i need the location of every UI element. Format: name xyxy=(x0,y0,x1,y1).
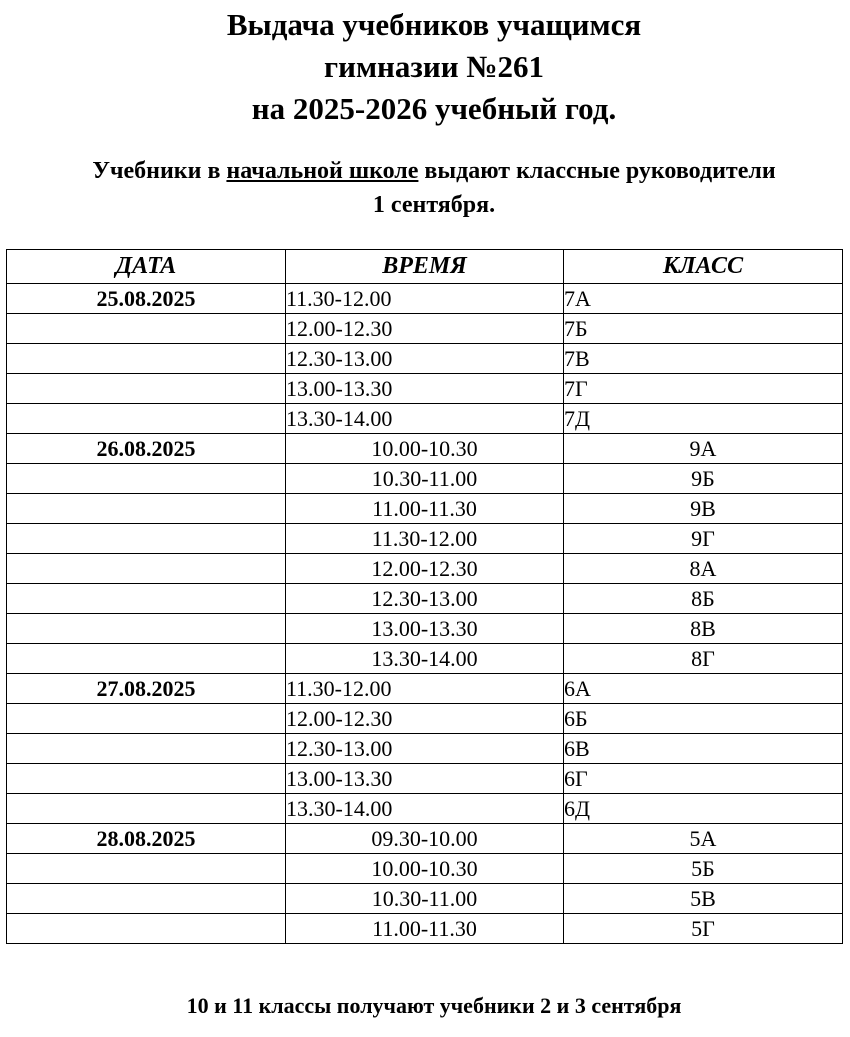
cell-time: 11.00-11.30 xyxy=(286,914,564,944)
cell-time: 12.30-13.00 xyxy=(286,344,564,374)
primary-school-note xyxy=(0,154,850,222)
table-row xyxy=(7,374,843,404)
table-row xyxy=(7,584,843,614)
cell-time: 13.30-14.00 xyxy=(286,644,564,674)
cell-class: 9В xyxy=(564,494,843,524)
cell-date xyxy=(7,374,286,404)
table-row xyxy=(7,524,843,554)
cell-date xyxy=(7,494,286,524)
table-row xyxy=(7,734,843,764)
cell-date xyxy=(7,404,286,434)
cell-date xyxy=(7,464,286,494)
cell-date xyxy=(7,554,286,584)
header-time: ВРЕМЯ xyxy=(286,250,564,284)
cell-date xyxy=(7,644,286,674)
cell-class: 6В xyxy=(564,734,843,764)
cell-time: 09.30-10.00 xyxy=(286,824,564,854)
cell-class: 5В xyxy=(564,884,843,914)
cell-class: 5Г xyxy=(564,914,843,944)
cell-date xyxy=(7,734,286,764)
cell-class: 7Б xyxy=(564,314,843,344)
table-row xyxy=(7,644,843,674)
table-row xyxy=(7,404,843,434)
note-underlined: начальной школе xyxy=(226,158,419,184)
cell-time: 11.30-12.00 xyxy=(286,524,564,554)
cell-time: 10.30-11.00 xyxy=(286,884,564,914)
note-date: 1 сентября. xyxy=(372,192,496,218)
schedule-body xyxy=(7,284,843,944)
table-row xyxy=(7,854,843,884)
table-row xyxy=(7,674,843,704)
cell-time: 11.00-11.30 xyxy=(286,494,564,524)
cell-date: 28.08.2025 xyxy=(7,824,286,854)
cell-date xyxy=(7,614,286,644)
cell-class: 7В xyxy=(564,344,843,374)
cell-time: 12.30-13.00 xyxy=(286,584,564,614)
header-class: КЛАСС xyxy=(564,250,843,284)
cell-time: 13.30-14.00 xyxy=(286,794,564,824)
table-row xyxy=(7,494,843,524)
cell-class: 6А xyxy=(564,674,843,704)
title-line-2: гимназии №261 xyxy=(324,49,544,84)
cell-class: 6Б xyxy=(564,704,843,734)
cell-time: 13.30-14.00 xyxy=(286,404,564,434)
cell-time: 12.00-12.30 xyxy=(286,554,564,584)
cell-class: 9Б xyxy=(564,464,843,494)
table-row xyxy=(7,344,843,374)
table-row xyxy=(7,704,843,734)
cell-time: 13.00-13.30 xyxy=(286,764,564,794)
schedule-table xyxy=(6,249,843,944)
note-prefix: Учебники в xyxy=(92,158,227,184)
table-row xyxy=(7,794,843,824)
cell-date xyxy=(7,584,286,614)
cell-date xyxy=(7,344,286,374)
cell-class: 6Д xyxy=(564,794,843,824)
table-row xyxy=(7,614,843,644)
table-row xyxy=(7,824,843,854)
cell-time: 13.00-13.30 xyxy=(286,614,564,644)
cell-class: 9А xyxy=(564,434,843,464)
cell-date xyxy=(7,764,286,794)
cell-time: 12.00-12.30 xyxy=(286,704,564,734)
cell-date xyxy=(7,884,286,914)
cell-date xyxy=(7,794,286,824)
table-header-row xyxy=(7,250,843,284)
table-row xyxy=(7,914,843,944)
cell-date xyxy=(7,914,286,944)
cell-time: 10.30-11.00 xyxy=(286,464,564,494)
table-row xyxy=(7,764,843,794)
cell-class: 7А xyxy=(564,284,843,314)
cell-time: 12.00-12.30 xyxy=(286,314,564,344)
table-row xyxy=(7,284,843,314)
table-row xyxy=(7,314,843,344)
table-row xyxy=(7,554,843,584)
cell-date xyxy=(7,854,286,884)
cell-class: 5Б xyxy=(564,854,843,884)
cell-time: 11.30-12.00 xyxy=(286,284,564,314)
cell-time: 12.30-13.00 xyxy=(286,734,564,764)
cell-class: 7Г xyxy=(564,374,843,404)
cell-class: 8Г xyxy=(564,644,843,674)
cell-class: 6Г xyxy=(564,764,843,794)
cell-class: 7Д xyxy=(564,404,843,434)
senior-classes-note: 10 и 11 классы получают учебники 2 и 3 сентября xyxy=(186,993,682,1018)
cell-date xyxy=(7,524,286,554)
cell-time: 13.00-13.30 xyxy=(286,374,564,404)
cell-date: 27.08.2025 xyxy=(7,674,286,704)
table-row xyxy=(7,434,843,464)
cell-class: 8Б xyxy=(564,584,843,614)
table-row xyxy=(7,464,843,494)
cell-time: 10.00-10.30 xyxy=(286,434,564,464)
title-line-3: на 2025-2026 учебный год. xyxy=(251,91,617,126)
cell-date xyxy=(7,314,286,344)
cell-class: 8А xyxy=(564,554,843,584)
note-suffix: выдают классные руководители xyxy=(418,158,776,184)
document-title xyxy=(0,4,850,130)
cell-time: 11.30-12.00 xyxy=(286,674,564,704)
cell-class: 9Г xyxy=(564,524,843,554)
cell-class: 8В xyxy=(564,614,843,644)
cell-date: 25.08.2025 xyxy=(7,284,286,314)
title-line-1: Выдача учебников учащимся xyxy=(226,7,642,42)
cell-time: 10.00-10.30 xyxy=(286,854,564,884)
table-row xyxy=(7,884,843,914)
cell-date xyxy=(7,704,286,734)
cell-date: 26.08.2025 xyxy=(7,434,286,464)
cell-class: 5А xyxy=(564,824,843,854)
header-date: ДАТА xyxy=(7,250,286,284)
